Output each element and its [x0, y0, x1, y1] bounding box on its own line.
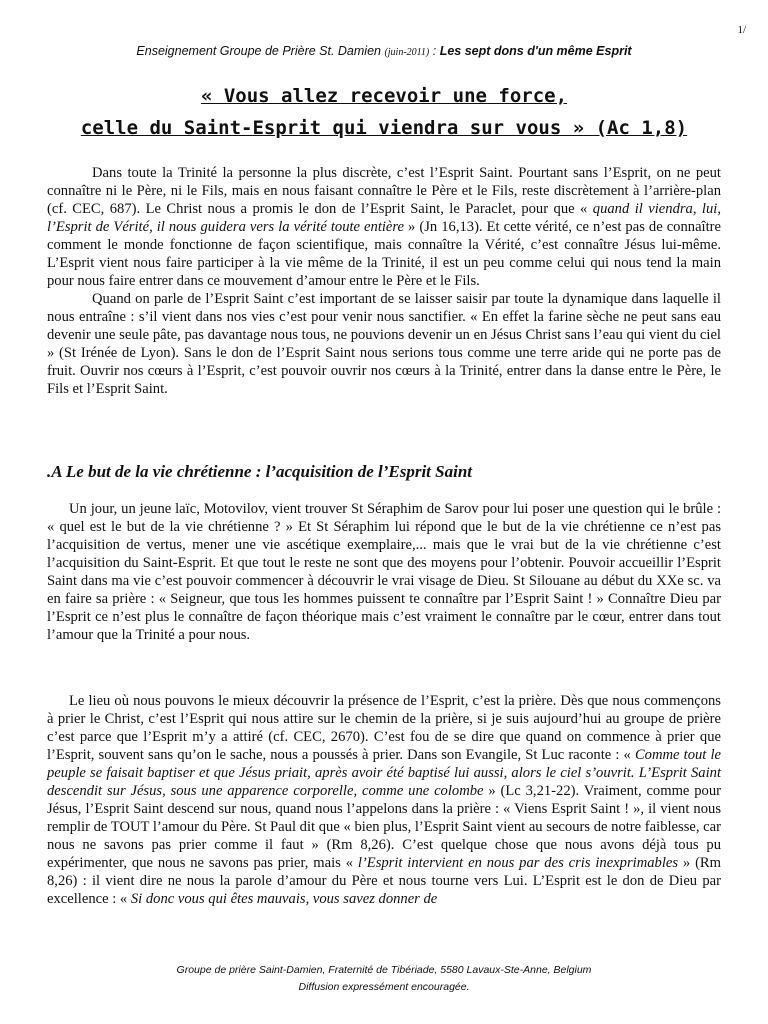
- section-a-paragraph-1-block: [47, 500, 721, 644]
- intro-p1-text-b: » (Jn 16,13). Et cette vérité, ce n’est pas de connaître comment le monde fonctionne de façon scientifique, mais connaître la Vérité, c’est connaître Jésus lui-même. L’Esprit vient nous faire participer à la vie même de la Trinité, il est un peu comme celui qui nous tend la main pour nous faire entrer dans ce mouvement d’amour entre le Père et le Fils.: [47, 219, 721, 289]
- section-a-paragraph-1: Un jour, un jeune laïc, Motovilov, vient trouver St Séraphim de Sarov pour lui poser une question qui le brûle : « quel est le but de la vie chrétienne ? » Et St Séraphim lui répond que le but de la vie chrétienne ce n’est pas l’acquisition de vertus, mener une vie ascétique exemplaire,... mais que le vrai but de la vie chrétienne c’est l’acquisition du Saint-Esprit. Et que tout le reste ne sont que des moyens pour l’obtenir. Pouvoir accueillir l’Esprit Saint dans ma vie c’est pouvoir commencer à découvrir le vrai visage de Dieu. St Silouane au début du XXe sc. va en faire sa prière : « Seigneur, que tous les hommes puissent te connaître par l’Esprit Saint ! » Connaître Dieu par l’Esprit ce n’est plus le connaître de façon théorique mais c’est vraiment le connaître par le cœur, entrer dans tout l’amour que la Trinité a pour nous.: [47, 501, 721, 643]
- section-heading-a: .A Le but de la vie chrétienne : l’acquisition de l’Esprit Saint: [47, 462, 473, 481]
- intro-p1-text-a: Dans toute la Trinité la personne la plus discrète, c’est l’Esprit Saint. Pourtant sans l’Esprit, on ne peut connaître ni le Père, ni le Fils, mais en nous faisant connaître le Père et le Fils, reste discrètement à l’arrière-plan (cf. CEC, 687). Le Christ nous a promis le don de l’Esprit Saint, le Paraclet, pour que «: [47, 165, 721, 217]
- header-lead: Enseignement Groupe de Prière St. Damien: [136, 44, 385, 58]
- p2-quote-3: Si donc vous qui êtes mauvais, vous savez donner de: [130, 891, 438, 907]
- header-date: (juin-2011): [384, 47, 430, 58]
- p2-text-b: » (Lc 3,21-22). Vraiment, comme pour Jésus, l’Esprit Saint descend sur nous, quand nous l’appelons dans la prière : « Viens Esprit Saint ! », il vient nous remplir de TOUT l’amour du Père. St Paul dit que « bien plus, l’Esprit Saint vient au secours de notre faiblesse, car nous ne savons pas prier comme il faut » (Rm 8,26). C’est quelque chose que nous avons déjà tous pu expérimenter, que nous ne savons pas prier, mais «: [47, 783, 721, 871]
- page-title: [40, 80, 728, 144]
- p2-text-c: » (Rm 8,26) : il vient dire ne nous la parole d’amour du Père et nous tourne vers Lui. L’Esprit est le don de Dieu par excellence : «: [47, 855, 722, 907]
- header-separator: :: [429, 44, 440, 58]
- intro-paragraph-2: Quand on parle de l’Esprit Saint c’est important de se laisser saisir par toute la dynamique dans laquelle il nous entraîne : s’il vient dans nos vies c’est pour venir nous sanctifier. « En effet la farine sèche ne peut sans eau devenir une seule pâte, pas davantage nous tous, ne pouvions devenir un en Jésus Christ sans l’eau qui vient du ciel » (St Irénée de Lyon). Sans le don de l’Esprit Saint nous serions tous comme une terre aride qui ne porte pas de fruit. Ouvrir nos cœurs à l’Esprit, c’est pouvoir ouvrir nos cœurs à la Trinité, entrer dans la danse entre le Père, le Fils et l’Esprit Saint.: [47, 291, 721, 397]
- section-a-paragraph-2-block: [47, 692, 721, 908]
- document-footer: [0, 962, 768, 996]
- p2-quote-1: Comme tout le peuple se faisait baptiser et que Jésus priait, après avoir été baptisé lui aussi, alors le ciel s’ouvrit. L’Esprit Saint descendit sur Jésus, sous une apparence corporelle, comme une colombe: [47, 747, 721, 799]
- p2-text-a: Le lieu où nous pouvons le mieux découvrir la présence de l’Esprit, c’est la prière. Dès que nous commençons à prier le Christ, c’est l’Esprit qui nous attire sur le chemin de la prière, si je suis aujourd’hui au groupe de prière c’est parce que l’Esprit m’y a attiré (cf. CEC, 2670). C’est fou de se dire que quand on commence à prier que l’Esprit, souvent sans qu’on le sache, nous a poussés à prier. Dans son Evangile, St Luc raconte : «: [47, 693, 721, 763]
- header-series: Les sept dons d'un même Esprit: [439, 44, 632, 58]
- footer-line-2: Diffusion expressément encouragée.: [298, 981, 470, 993]
- document-header: [0, 44, 768, 58]
- p2-quote-2: l’Esprit intervient en nous par des cris inexprimables: [357, 855, 679, 871]
- intro-paragraph-1: [47, 164, 721, 290]
- intro-p1-quote: quand il viendra, lui, l’Esprit de Vérité, il nous guidera vers la vérité toute entière: [47, 201, 721, 235]
- intro-section: [47, 164, 721, 398]
- title-line-1: « Vous allez recevoir une force,: [200, 85, 568, 107]
- footer-line-1: Groupe de prière Saint-Damien, Fraternité de Tibériade, 5580 Lavaux-Ste-Anne, Belgium: [176, 964, 592, 976]
- title-line-2: celle du Saint-Esprit qui viendra sur vous » (Ac 1,8): [80, 117, 688, 139]
- section-a-paragraph-2: [47, 692, 721, 908]
- page-number: 1/: [737, 24, 746, 36]
